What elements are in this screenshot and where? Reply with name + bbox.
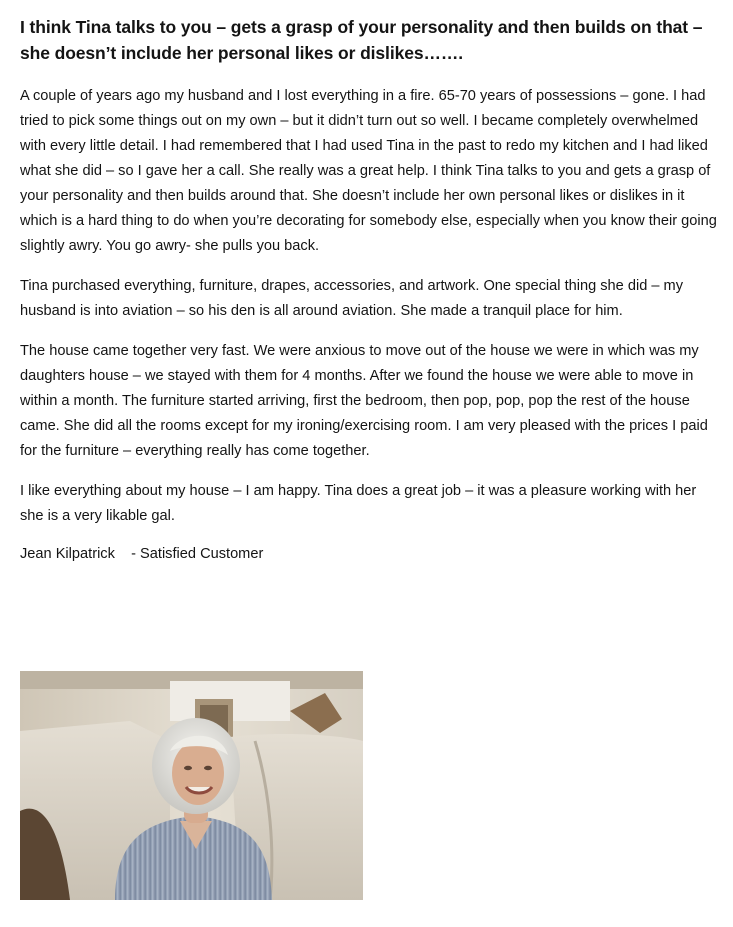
testimonial-document	[20, 14, 720, 564]
testimonial-paragraph-1: A couple of years ago my husband and I lost everything in a fire. 65-70 years of possessions – gone. I had tried to pick some things out on my own – but it didn’t turn out so well. I became completely overwhelmed with every little detail. I had remembered that I had used Tina in the past to redo my kitchen and I had liked what she did – so I gave her a call. She really was a great help. I think Tina talks to you and gets a grasp of your personality and then builds around that. She doesn’t include her own personal likes or dislikes in it which is a hard thing to do when you’re decorating for somebody else, especially when you know their going slightly awry. You go awry- she pulls you back.	[20, 88, 717, 254]
testimonial-headline: I think Tina talks to you – gets a grasp of your personality and then builds on that – she doesn’t include her personal likes or dislikes…….	[20, 17, 703, 63]
customer-photo	[20, 671, 363, 900]
testimonial-paragraph-4: I like everything about my house – I am happy. Tina does a great job – it was a pleasure working with her she is a very likable gal.	[20, 483, 697, 524]
customer-signature: Jean Kilpatrick - Satisfied Customer	[20, 546, 264, 562]
testimonial-paragraph-3: The house came together very fast. We were anxious to move out of the house we were in which was my daughters house – we stayed with them for 4 months. After we found the house we were able to move in within a month. The furniture started arriving, first the bedroom, then pop, pop, pop the rest of the house came. She did all the rooms except for my ironing/exercising room. I am very pleased with the prices I paid for the furniture – everything really has come together.	[20, 343, 708, 459]
testimonial-paragraph-2: Tina purchased everything, furniture, drapes, accessories, and artwork. One special thing she did – my husband is into aviation – so his den is all around aviation. She made a tranquil place for him.	[20, 278, 684, 319]
